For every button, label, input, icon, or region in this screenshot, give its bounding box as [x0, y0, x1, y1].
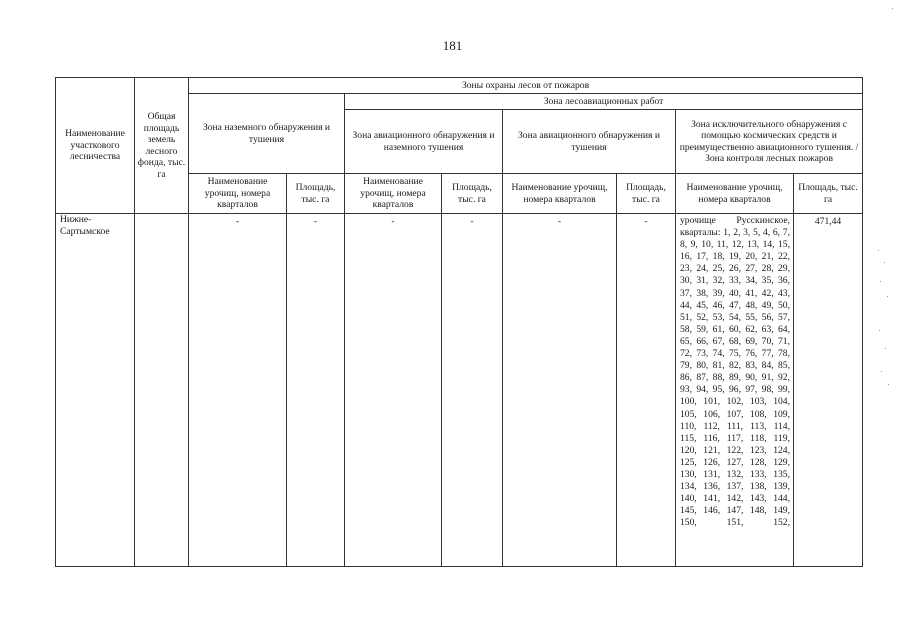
- exclusive-quarters-cell: урочище Русскинское, кварталы: 1, 2, 3, 5, 4, 6, 7, 8, 9, 10, 11, 12, 13, 14, 15, 16, 17, 18, 19, 20, 21, 22, 23, 24, 25, 26, 27, 28, 29, 30, 31, 32, 33, 34, 35, 36, 37, 38, 39, 40, 41, 42, 43, 44, 45, 46, 47, 48, 49, 50, 51, 52, 53, 54, 55, 56, 57, 58, 59, 61, 60, 62, 63, 64, 65, 66, 67, 68, 69, 70, 71, 72, 73, 74, 75, 76, 77, 78, 79, 80, 81, 82, 83, 84, 85, 86, 87, 88, 89, 90, 91, 92, 93, 94, 95, 96, 97, 98, 99, 100, 101, 102, 103, 104, 105, 106, 107, 108, 109, 110, 112, 111, 113, 114, 115, 116, 117, 118, 119, 120, 121, 122, 123, 124, 125, 126, 127, 128, 129, 130, 131, 132, 133, 135, 134, 136, 137, 138, 139, 140, 141, 142, 143, 144, 145, 146, 147, 148, 149, 150, 151, 152,: [676, 214, 794, 567]
- page-number: 181: [442, 38, 463, 53]
- table-row: [56, 214, 863, 567]
- forest-fire-zones-table: [55, 77, 863, 567]
- forestry-name-cell: Нижне-Сартымское: [56, 214, 135, 567]
- aviation-area-cell: -: [617, 214, 676, 567]
- ground-area-cell: -: [287, 214, 345, 567]
- header-aviation-works-zone: Зона лесоавиационных работ: [345, 94, 863, 110]
- subheader-aviation-area: Площадь, тыс. га: [617, 174, 676, 214]
- aviation-name-cell: -: [503, 214, 617, 567]
- header-zone-aviation: Зона авиационного обнаружения и тушения: [503, 110, 676, 174]
- ground-name-cell: -: [189, 214, 287, 567]
- subheader-ground-name: Наименование урочищ, номера кварталов: [189, 174, 287, 214]
- header-zone-ground: Зона наземного обнаружения и тушения: [189, 94, 345, 174]
- subheader-aviation-ground-name: Наименование урочищ, номера кварталов: [345, 174, 442, 214]
- exclusive-area-cell: 471,44: [794, 214, 863, 567]
- header-fire-protection-zones: Зоны охраны лесов от пожаров: [189, 78, 863, 94]
- subheader-ground-area: Площадь, тыс. га: [287, 174, 345, 214]
- header-zone-aviation-ground: Зона авиационного обнаружения и наземного тушения: [345, 110, 503, 174]
- header-zone-exclusive: Зона исключительного обнаружения с помощью космических средств и преимущественно авиационного тушения. / Зона контроля лесных пожаров: [676, 110, 863, 174]
- aviation-ground-name-cell: -: [345, 214, 442, 567]
- aviation-ground-area-cell: -: [442, 214, 503, 567]
- subheader-aviation-name: Наименование урочищ, номера кварталов: [503, 174, 617, 214]
- total-area-cell: [135, 214, 189, 567]
- subheader-exclusive-name: Наименование урочищ, номера кварталов: [676, 174, 794, 214]
- header-total-area: Общая площадь земель лесного фонда, тыс. га: [135, 78, 189, 214]
- subheader-exclusive-area: Площадь, тыс. га: [794, 174, 863, 214]
- header-forestry-name: Наименование участкового лесничества: [56, 78, 135, 214]
- subheader-aviation-ground-area: Площадь, тыс. га: [442, 174, 503, 214]
